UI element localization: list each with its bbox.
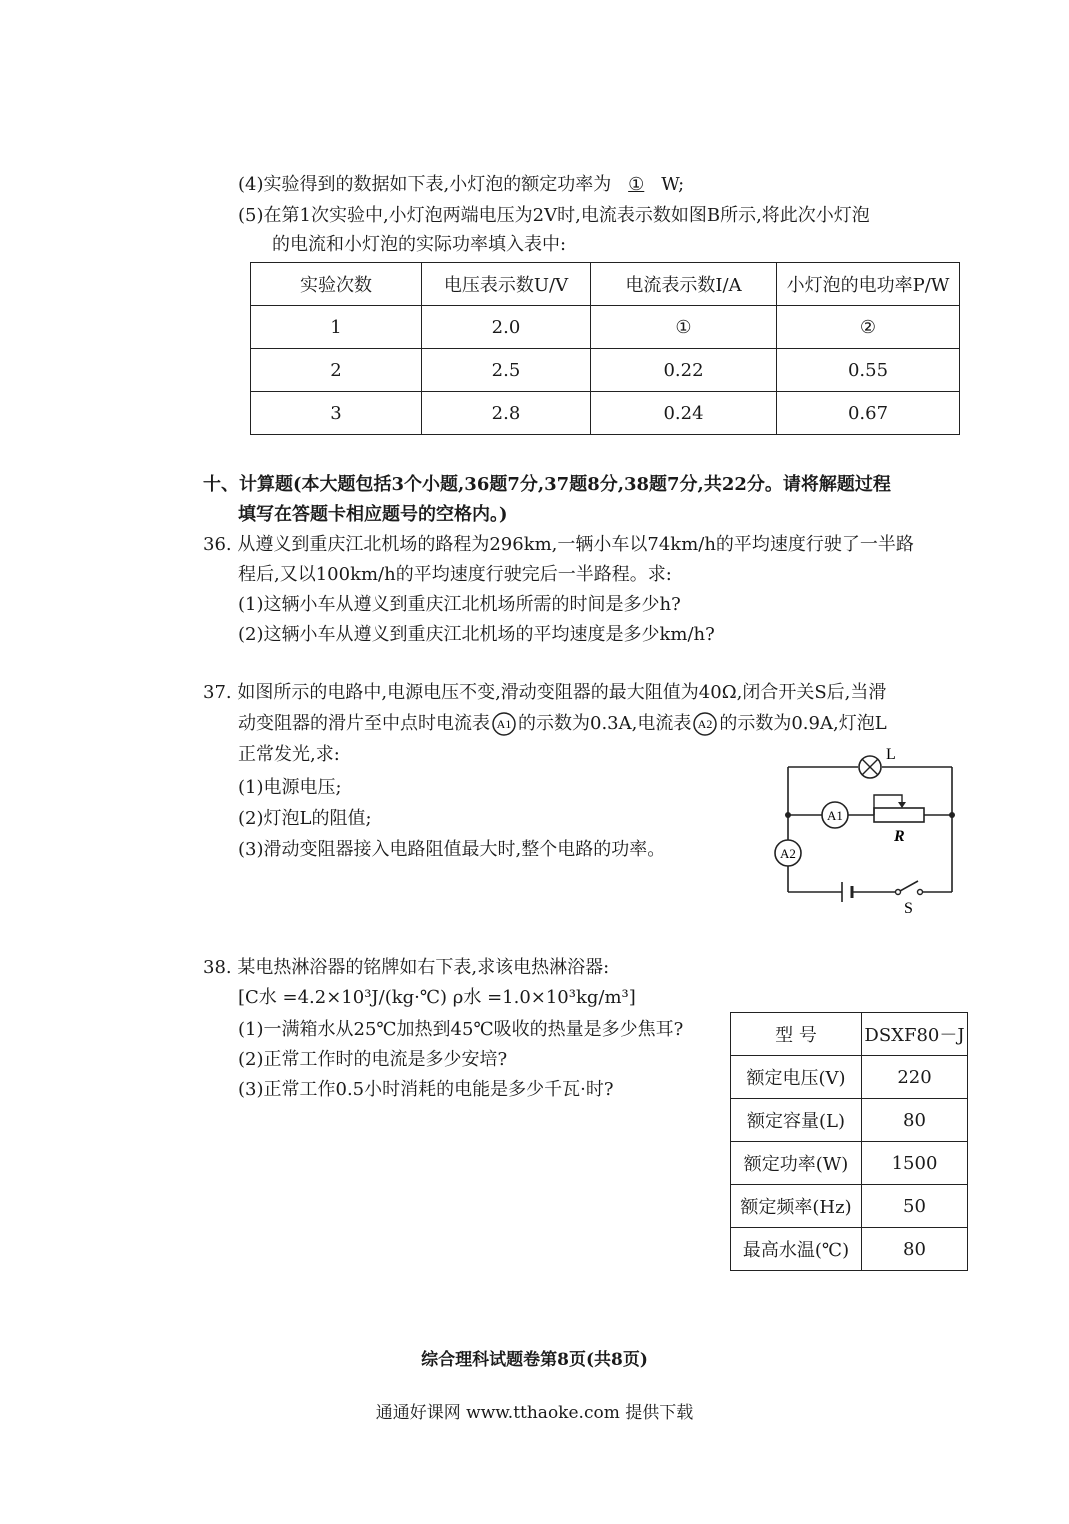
source-footer: 通通好课网 www.tthaoke.com 提供下载 [375,1403,694,1423]
header-cell: 电压表示数U/V [422,263,591,306]
lamp-label: L [886,746,896,763]
table-cell: 0.55 [777,349,960,392]
resistor-label: R [894,828,905,845]
header-cell: 电流表示数I/A [591,263,777,306]
q37-line2: 动变阻器的滑片至中点时电流表 A1 的示数为0.3A,电流表 A2 的示数为0.9A,灯泡L [238,713,887,734]
table-cell: 80 [862,1099,968,1142]
table-row [251,306,960,349]
q37-sub3: (3)滑动变阻器接入电路阻值最大时,整个电路的功率。 [238,839,666,860]
svg-text:A2: A2 [698,717,713,731]
header-cell: 实验次数 [251,263,422,306]
experiment-data-table [250,262,960,435]
q36-line2: 程后,又以100km/h的平均速度行驶完后一半路程。求: [238,564,672,585]
table-cell: 2.8 [422,392,591,435]
switch-icon [896,881,923,895]
ammeter-a1-icon [490,712,518,736]
table-cell: 额定频率(Hz) [731,1185,862,1228]
table-header-row [251,263,960,306]
header-cell: 小灯泡的电功率P/W [777,263,960,306]
svg-text:A2: A2 [780,846,796,861]
table-row [731,1056,968,1099]
q36-line1: 36. 从遵义到重庆江北机场的路程为296km,一辆小车以74km/h的平均速度行驶了一半路 [203,534,914,555]
nameplate-table [730,1012,968,1271]
circuit-diagram [770,745,970,915]
table-cell: 2.5 [422,349,591,392]
q38-sub3: (3)正常工作0.5小时消耗的电能是多少千瓦·时? [238,1079,614,1100]
section-heading: 十、计算题(本大题包括3个小题,36题7分,37题8分,38题7分,共22分。请将解题过程 [203,474,891,495]
table-cell: 2.0 [422,306,591,349]
q38-line1: 38. 某电热淋浴器的铭牌如右下表,求该电热淋浴器: [203,957,610,978]
q37-line3: 正常发光,求: [238,744,340,765]
table-cell: 1500 [862,1142,968,1185]
switch-label: S [904,900,913,915]
svg-text:A1: A1 [496,717,512,731]
table-cell: 型 号 [731,1013,862,1056]
table-row [251,349,960,392]
q38-sub1: (1)一满箱水从25℃加热到45℃吸收的热量是多少焦耳? [238,1019,684,1040]
table-cell: 2 [251,349,422,392]
table-cell: 220 [862,1056,968,1099]
table-cell: 1 [251,306,422,349]
table-cell: ① [591,306,777,349]
q38-sub2: (2)正常工作时的电流是多少安培? [238,1049,508,1070]
q36-sub1: (1)这辆小车从遵义到重庆江北机场所需的时间是多少h? [238,594,681,615]
rheostat-icon [874,795,924,822]
table-row [251,392,960,435]
ammeter-a1-symbol [822,802,848,828]
answer-blank: ① [628,174,645,195]
table-cell: 0.22 [591,349,777,392]
section-heading-line2: 填写在答题卡相应题号的空格内。) [238,504,508,525]
table-cell: ② [777,306,960,349]
svg-text:A1: A1 [827,808,843,823]
table-cell: 50 [862,1185,968,1228]
table-cell: DSXF80－J [862,1013,968,1056]
table-row [731,1228,968,1271]
q36-sub2: (2)这辆小车从遵义到重庆江北机场的平均速度是多少km/h? [238,624,715,645]
q37-line1: 37. 如图所示的电路中,电源电压不变,滑动变阻器的最大阻值为40Ω,闭合开关S后,当滑 [203,682,887,703]
table-row [731,1013,968,1056]
q38-constants: [C水 =4.2×10³J/(kg·℃) ρ水 =1.0×10³kg/m³] [238,987,636,1008]
lamp-icon [859,756,881,778]
q35-item5-line2: 的电流和小灯泡的实际功率填入表中: [272,234,567,255]
table-cell: 最高水温(℃) [731,1228,862,1271]
q37-sub2: (2)灯泡L的阻值; [238,808,372,829]
q35-item5-line1: (5)在第1次实验中,小灯泡两端电压为2V时,电流表示数如图B所示,将此次小灯泡 [238,205,870,226]
table-row [731,1099,968,1142]
page-footer: 综合理科试题卷第8页(共8页) [421,1350,648,1370]
q37-sub1: (1)电源电压; [238,777,342,798]
battery-icon [842,882,852,902]
ammeter-a2-symbol [775,840,801,866]
ammeter-a2-icon [691,712,719,736]
table-cell: 额定电压(V) [731,1056,862,1099]
table-cell: 额定功率(W) [731,1142,862,1185]
q35-item4: (4)实验得到的数据如下表,小灯泡的额定功率为 ① W; [238,172,684,198]
table-cell: 0.67 [777,392,960,435]
table-row [731,1142,968,1185]
table-cell: 0.24 [591,392,777,435]
table-row [731,1185,968,1228]
table-cell: 3 [251,392,422,435]
table-cell: 额定容量(L) [731,1099,862,1142]
table-cell: 80 [862,1228,968,1271]
